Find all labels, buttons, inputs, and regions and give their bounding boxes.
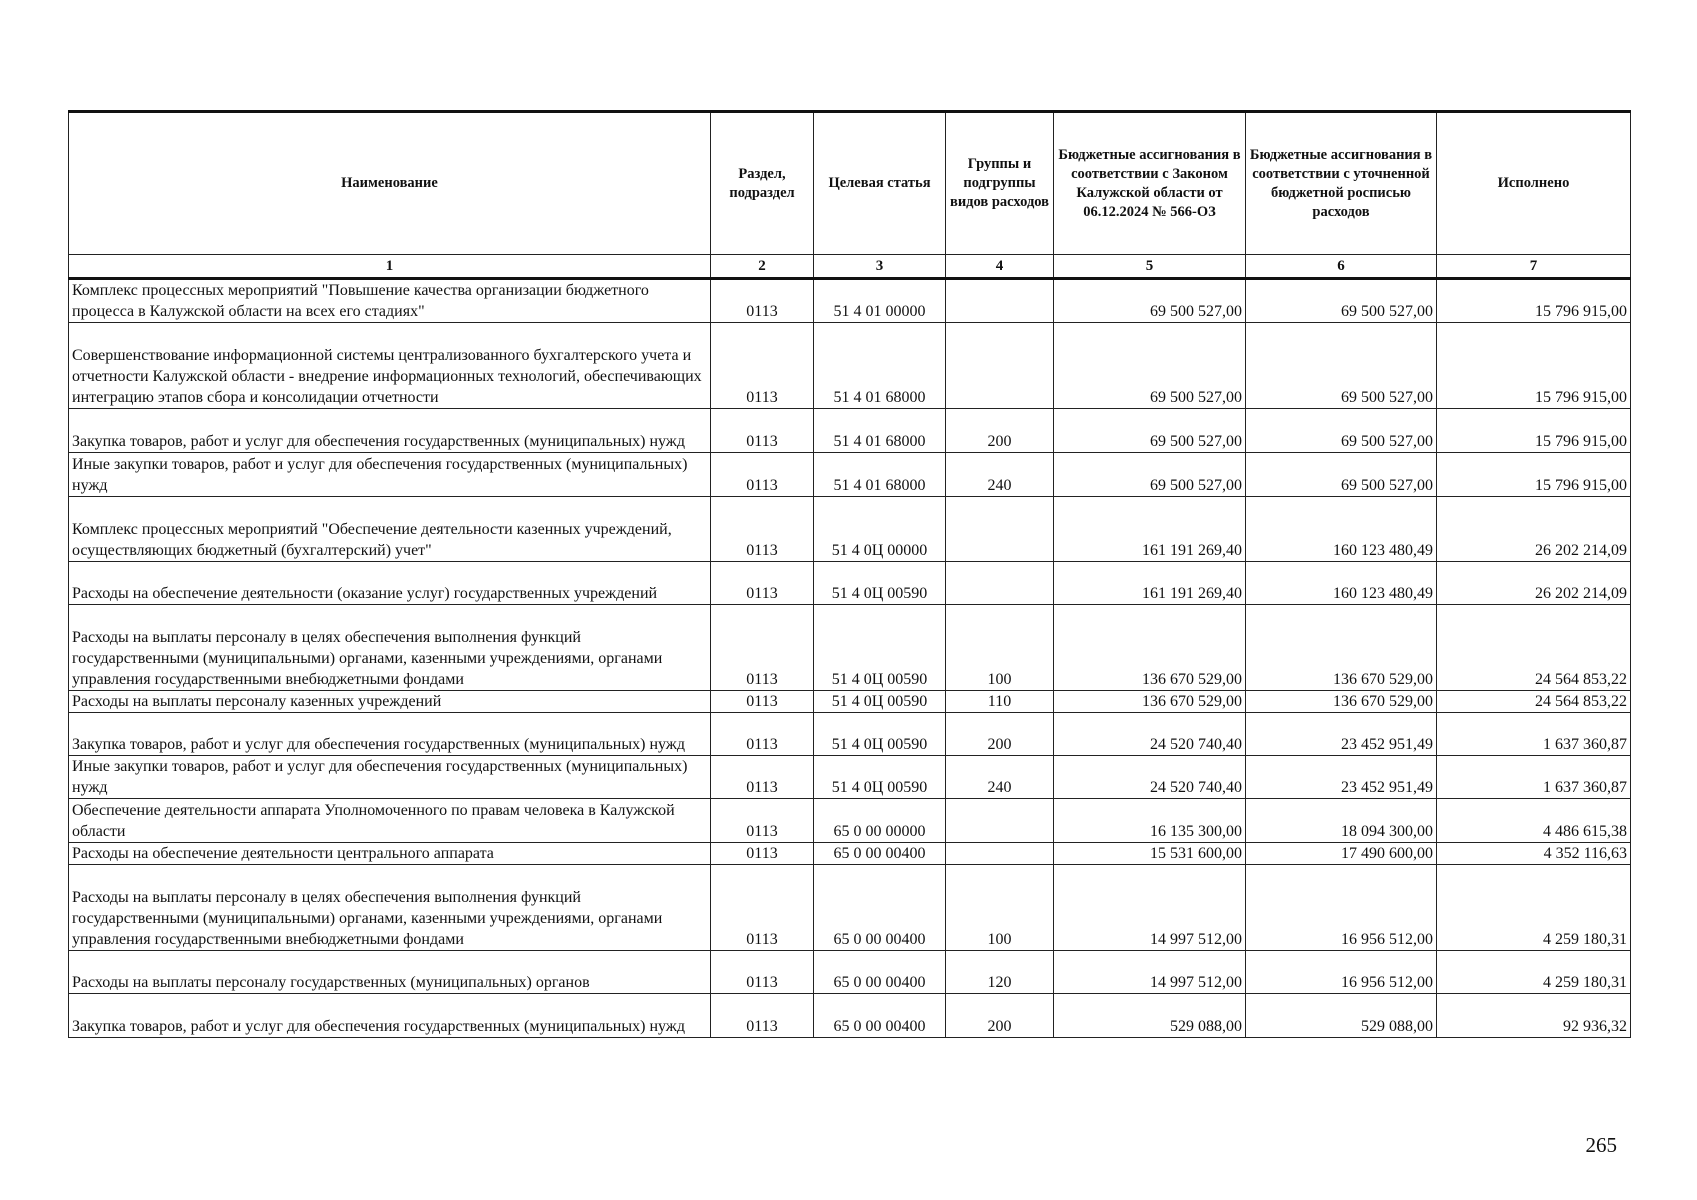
table-row [69,562,1631,605]
table-row [69,799,1631,843]
cell-article: 65 0 00 00400 [814,951,946,994]
cell-article: 51 4 0Ц 00590 [814,691,946,713]
cell-article: 51 4 01 68000 [814,453,946,497]
cell-law-allocation: 14 997 512,00 [1054,951,1246,994]
cell-section: 0113 [711,951,814,994]
table-row [69,453,1631,497]
cell-section: 0113 [711,691,814,713]
cell-law-allocation: 69 500 527,00 [1054,279,1246,323]
cell-group [946,562,1054,605]
cell-law-allocation: 69 500 527,00 [1054,409,1246,453]
cell-group: 240 [946,453,1054,497]
cell-executed: 15 796 915,00 [1437,409,1631,453]
cell-refined-allocation: 136 670 529,00 [1246,605,1437,691]
header-section: Раздел, подраздел [711,112,814,255]
cell-section: 0113 [711,843,814,865]
cell-article: 51 4 0Ц 00590 [814,756,946,799]
cell-executed: 4 259 180,31 [1437,951,1631,994]
cell-refined-allocation: 160 123 480,49 [1246,562,1437,605]
cell-article: 65 0 00 00400 [814,865,946,951]
cell-article: 51 4 0Ц 00000 [814,497,946,562]
header-refined-allocations: Бюджетные ассигнования в соответствии с уточненной бюджетной росписью расходов [1246,112,1437,255]
cell-executed: 4 352 116,63 [1437,843,1631,865]
cell-refined-allocation: 23 452 951,49 [1246,756,1437,799]
cell-refined-allocation: 69 500 527,00 [1246,409,1437,453]
header-groups: Группы и подгруппы видов расходов [946,112,1054,255]
cell-executed: 4 259 180,31 [1437,865,1631,951]
cell-executed: 15 796 915,00 [1437,279,1631,323]
cell-name: Расходы на обеспечение деятельности (оказание услуг) государственных учреждений [69,562,711,605]
cell-law-allocation: 15 531 600,00 [1054,843,1246,865]
budget-sheet [68,110,1630,1038]
table-row [69,843,1631,865]
cell-executed: 1 637 360,87 [1437,756,1631,799]
cell-name: Обеспечение деятельности аппарата Уполномоченного по правам человека в Калужской области [69,799,711,843]
cell-group [946,279,1054,323]
cell-law-allocation: 24 520 740,40 [1054,756,1246,799]
cell-section: 0113 [711,994,814,1038]
table-row [69,865,1631,951]
cell-group [946,799,1054,843]
cell-section: 0113 [711,562,814,605]
column-number: 3 [814,255,946,279]
cell-group [946,323,1054,409]
column-number-row [69,255,1631,279]
cell-name: Комплекс процессных мероприятий "Обеспечение деятельности казенных учреждений, осуществляющих бюджетный (бухгалтерский) учет" [69,497,711,562]
cell-group [946,843,1054,865]
column-number: 2 [711,255,814,279]
cell-name: Расходы на выплаты персоналу в целях обеспечения выполнения функций государственными (муниципальными) органами, казенными учреждениями, органами управления государственными внебюджетными фондами [69,605,711,691]
cell-section: 0113 [711,865,814,951]
header-executed: Исполнено [1437,112,1631,255]
cell-article: 65 0 00 00400 [814,994,946,1038]
cell-law-allocation: 161 191 269,40 [1054,562,1246,605]
table-row [69,951,1631,994]
cell-group: 240 [946,756,1054,799]
table-row [69,605,1631,691]
cell-section: 0113 [711,409,814,453]
cell-name: Комплекс процессных мероприятий "Повышение качества организации бюджетного процесса в Калужской области на всех его стадиях" [69,279,711,323]
cell-law-allocation: 69 500 527,00 [1054,453,1246,497]
table-row [69,756,1631,799]
cell-name: Закупка товаров, работ и услуг для обеспечения государственных (муниципальных) нужд [69,994,711,1038]
column-number: 6 [1246,255,1437,279]
cell-name: Расходы на выплаты персоналу государственных (муниципальных) органов [69,951,711,994]
cell-law-allocation: 24 520 740,40 [1054,713,1246,756]
cell-group: 200 [946,713,1054,756]
cell-law-allocation: 16 135 300,00 [1054,799,1246,843]
cell-refined-allocation: 17 490 600,00 [1246,843,1437,865]
header-article: Целевая статья [814,112,946,255]
header-row [69,112,1631,255]
cell-name: Совершенствование информационной системы централизованного бухгалтерского учета и отчетности Калужской области - внедрение информационных технологий, обеспечивающих интеграцию этапов сбора и консолидации отчетности [69,323,711,409]
cell-name: Закупка товаров, работ и услуг для обеспечения государственных (муниципальных) нужд [69,409,711,453]
cell-refined-allocation: 18 094 300,00 [1246,799,1437,843]
table-row [69,409,1631,453]
cell-section: 0113 [711,323,814,409]
cell-executed: 15 796 915,00 [1437,323,1631,409]
cell-refined-allocation: 160 123 480,49 [1246,497,1437,562]
cell-law-allocation: 529 088,00 [1054,994,1246,1038]
cell-executed: 4 486 615,38 [1437,799,1631,843]
cell-section: 0113 [711,453,814,497]
cell-name: Иные закупки товаров, работ и услуг для обеспечения государственных (муниципальных) нужд [69,756,711,799]
cell-executed: 26 202 214,09 [1437,497,1631,562]
cell-refined-allocation: 16 956 512,00 [1246,951,1437,994]
cell-name: Расходы на выплаты персоналу в целях обеспечения выполнения функций государственными (муниципальными) органами, казенными учреждениями, органами управления государственными внебюджетными фондами [69,865,711,951]
cell-executed: 15 796 915,00 [1437,453,1631,497]
cell-refined-allocation: 23 452 951,49 [1246,713,1437,756]
cell-law-allocation: 161 191 269,40 [1054,497,1246,562]
cell-refined-allocation: 529 088,00 [1246,994,1437,1038]
cell-group: 120 [946,951,1054,994]
cell-section: 0113 [711,605,814,691]
cell-article: 51 4 01 00000 [814,279,946,323]
table-row [69,691,1631,713]
cell-refined-allocation: 16 956 512,00 [1246,865,1437,951]
column-number: 7 [1437,255,1631,279]
table-row [69,994,1631,1038]
cell-group: 200 [946,409,1054,453]
cell-group: 110 [946,691,1054,713]
table-body [69,279,1631,1038]
cell-section: 0113 [711,799,814,843]
cell-executed: 24 564 853,22 [1437,605,1631,691]
cell-article: 51 4 01 68000 [814,409,946,453]
page-number: 265 [1585,1133,1617,1157]
cell-law-allocation: 136 670 529,00 [1054,605,1246,691]
column-number: 1 [69,255,711,279]
cell-section: 0113 [711,756,814,799]
cell-name: Иные закупки товаров, работ и услуг для обеспечения государственных (муниципальных) нужд [69,453,711,497]
table-row [69,279,1631,323]
cell-article: 65 0 00 00000 [814,799,946,843]
cell-group: 100 [946,605,1054,691]
cell-article: 51 4 01 68000 [814,323,946,409]
header-law-allocations: Бюджетные ассигнования в соответствии с Законом Калужской области от 06.12.2024 № 566-ОЗ [1054,112,1246,255]
cell-executed: 1 637 360,87 [1437,713,1631,756]
column-number: 5 [1054,255,1246,279]
cell-article: 51 4 0Ц 00590 [814,605,946,691]
cell-refined-allocation: 69 500 527,00 [1246,453,1437,497]
cell-section: 0113 [711,713,814,756]
table-row [69,497,1631,562]
cell-section: 0113 [711,279,814,323]
cell-group: 200 [946,994,1054,1038]
table-row [69,713,1631,756]
budget-table [68,110,1631,1038]
cell-executed: 24 564 853,22 [1437,691,1631,713]
cell-name: Закупка товаров, работ и услуг для обеспечения государственных (муниципальных) нужд [69,713,711,756]
cell-executed: 92 936,32 [1437,994,1631,1038]
table-row [69,323,1631,409]
cell-refined-allocation: 69 500 527,00 [1246,323,1437,409]
cell-refined-allocation: 69 500 527,00 [1246,279,1437,323]
cell-article: 65 0 00 00400 [814,843,946,865]
cell-refined-allocation: 136 670 529,00 [1246,691,1437,713]
cell-law-allocation: 136 670 529,00 [1054,691,1246,713]
cell-law-allocation: 14 997 512,00 [1054,865,1246,951]
cell-name: Расходы на выплаты персоналу казенных учреждений [69,691,711,713]
cell-law-allocation: 69 500 527,00 [1054,323,1246,409]
cell-group: 100 [946,865,1054,951]
cell-executed: 26 202 214,09 [1437,562,1631,605]
header-name: Наименование [69,112,711,255]
cell-section: 0113 [711,497,814,562]
cell-group [946,497,1054,562]
column-number: 4 [946,255,1054,279]
cell-name: Расходы на обеспечение деятельности центрального аппарата [69,843,711,865]
cell-article: 51 4 0Ц 00590 [814,713,946,756]
cell-article: 51 4 0Ц 00590 [814,562,946,605]
